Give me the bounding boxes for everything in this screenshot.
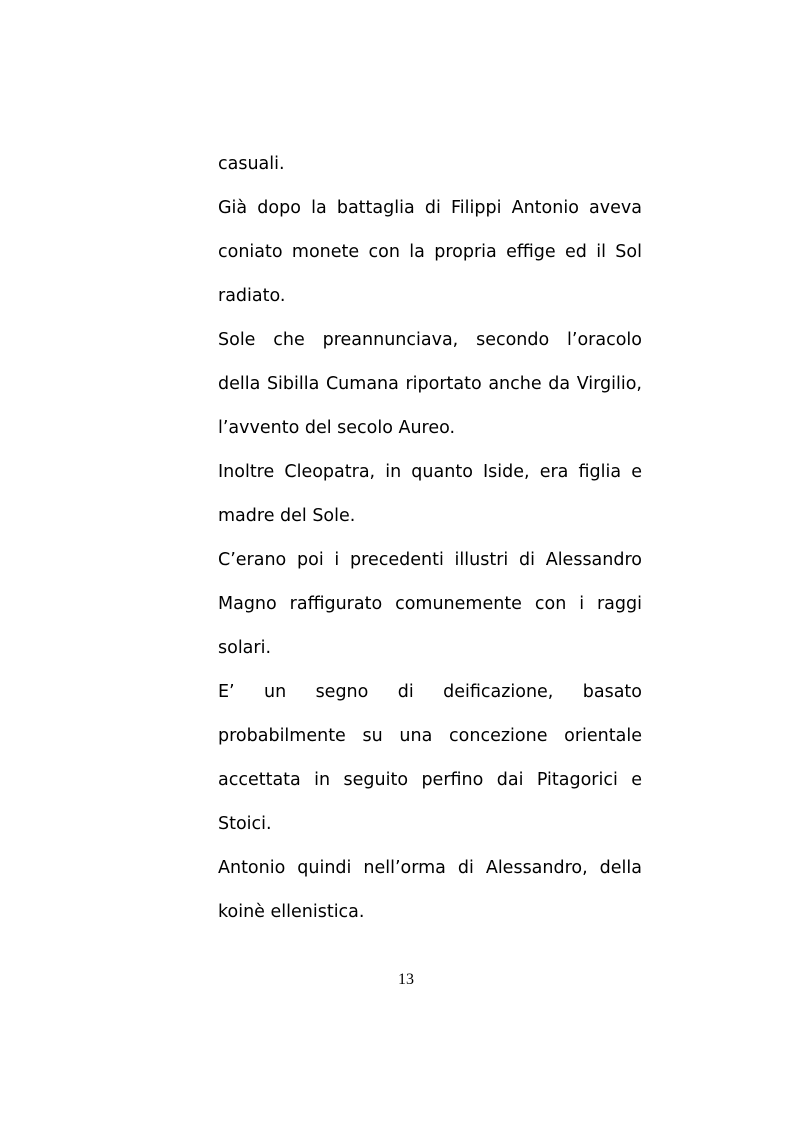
text-line: solari. [218, 638, 272, 658]
text-line: E’ un segno di deificazione, basato [218, 682, 642, 702]
text-line: radiato. [218, 286, 286, 306]
text-line: accettata in seguito perfino dai Pitagorici e [218, 770, 642, 790]
text-line: C’erano poi i precedenti illustri di Alessandro [218, 550, 642, 570]
text-line: Inoltre Cleopatra, in quanto Iside, era figlia e [218, 462, 642, 482]
text-line: Stoici. [218, 814, 272, 834]
text-line: Magno raffigurato comunemente con i raggi [218, 594, 642, 614]
text-line: della Sibilla Cumana riportato anche da Virgilio, [218, 374, 642, 394]
text-line: coniato monete con la propria effige ed il Sol [218, 242, 642, 262]
text-line: l’avvento del secolo Aureo. [218, 418, 456, 438]
text-line: koinè ellenistica. [218, 902, 365, 922]
text-line: madre del Sole. [218, 506, 356, 526]
page-number: 13 [398, 971, 414, 988]
text-line: Sole che preannunciava, secondo l’oracolo [218, 330, 642, 350]
text-line: Antonio quindi nell’orma di Alessandro, della [218, 858, 642, 878]
text-line: Già dopo la battaglia di Filippi Antonio aveva [218, 198, 642, 218]
body-text [218, 146, 642, 938]
text-line: casuali. [218, 154, 285, 174]
text-line: probabilmente su una concezione orientale [218, 726, 642, 746]
